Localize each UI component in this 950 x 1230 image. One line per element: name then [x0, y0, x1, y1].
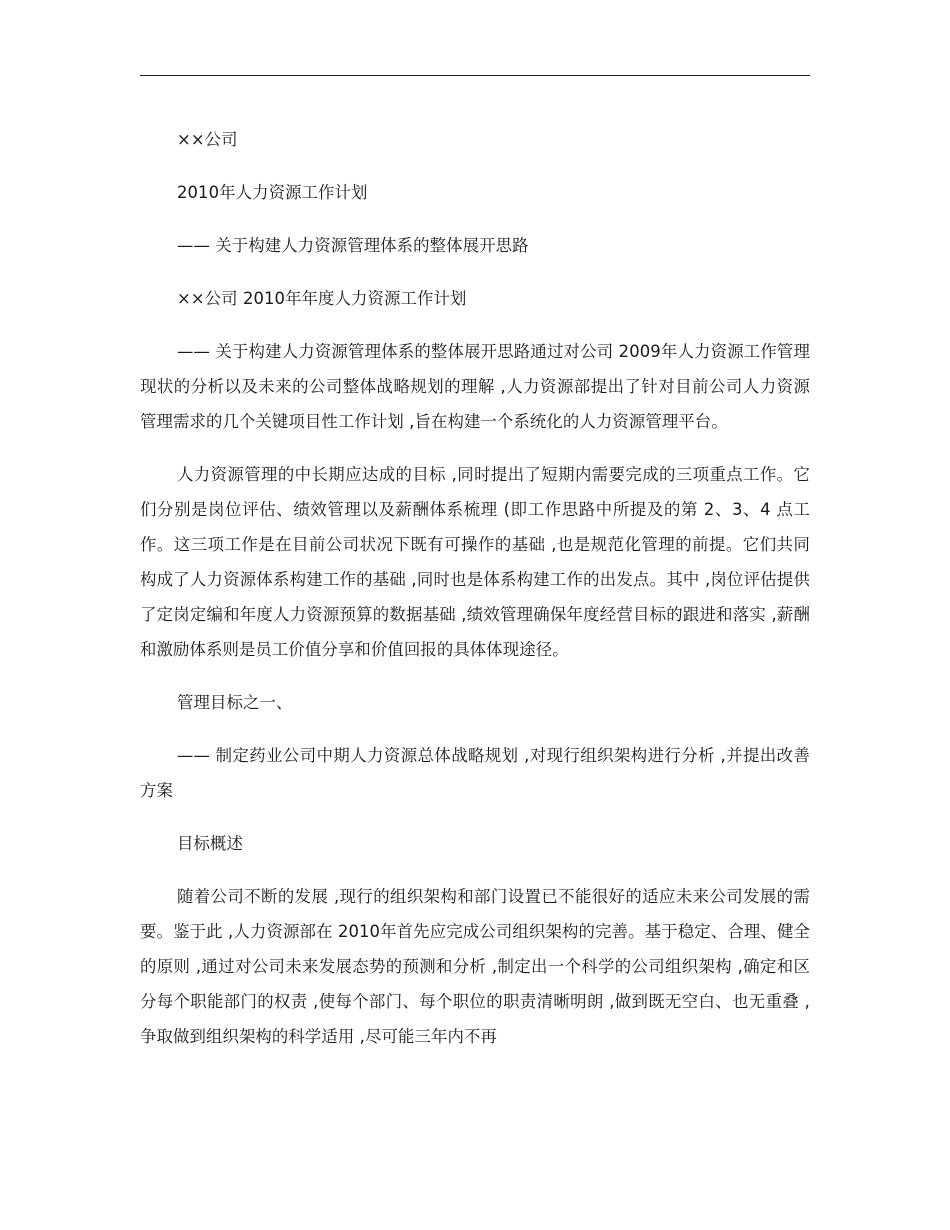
- document-title: 2010年人力资源工作计划: [177, 183, 368, 202]
- goal-heading: 管理目标之一、: [177, 693, 293, 712]
- goal-text: —— 制定药业公司中期人力资源总体战略规划 ,对现行组织架构进行分析 ,并提出改善方案: [140, 746, 810, 800]
- overview-heading: 目标概述: [177, 834, 243, 853]
- document-title-repeat: ××公司 2010年年度人力资源工作计划: [177, 289, 467, 308]
- intro-paragraph: —— 关于构建人力资源管理体系的整体展开思路通过对公司 2009年人力资源工作管理现状的分析以及未来的公司整体战略规划的理解 ,人力资源部提出了针对目前公司人力资源管理需求的几个关键项目性工作计划 ,旨在构建一个系统化的人力资源管理平台。: [140, 342, 810, 431]
- goals-paragraph: 人力资源管理的中长期应达成的目标 ,同时提出了短期内需要完成的三项重点工作。它们分别是岗位评估、绩效管理以及薪酬体系梳理 (即工作思路中所提及的第 2、3、4 点工作。这三项工作是在目前公司状况下既有可操作的基础 ,也是规范化管理的前提。它们共同构成了人力资源体系构建工作的基础 ,同时也是体系构建工作的出发点。其中 ,岗位评估提供了定岗定编和年度人力资源预算的数据基础 ,绩效管理确保年度经营目标的跟进和落实 ,薪酬和激励体系则是员工价值分享和价值回报的具体体现途径。: [140, 465, 810, 659]
- company-line: ××公司: [177, 130, 238, 149]
- document-body: [140, 122, 810, 1054]
- document-subtitle: —— 关于构建人力资源管理体系的整体展开思路: [177, 236, 529, 255]
- overview-paragraph: 随着公司不断的发展 ,现行的组织架构和部门设置已不能很好的适应未来公司发展的需要。鉴于此 ,人力资源部在 2010年首先应完成公司组织架构的完善。基于稳定、合理、健全的原则 ,通过对公司未来发展态势的预测和分析 ,制定出一个科学的公司组织架构 ,确定和区分每个职能部门的权责 ,使每个部门、每个职位的职责清晰明朗 ,做到既无空白、也无重叠 ,争取做到组织架构的科学适用 ,尽可能三年内不再: [140, 887, 810, 1046]
- header-rule: [140, 75, 810, 76]
